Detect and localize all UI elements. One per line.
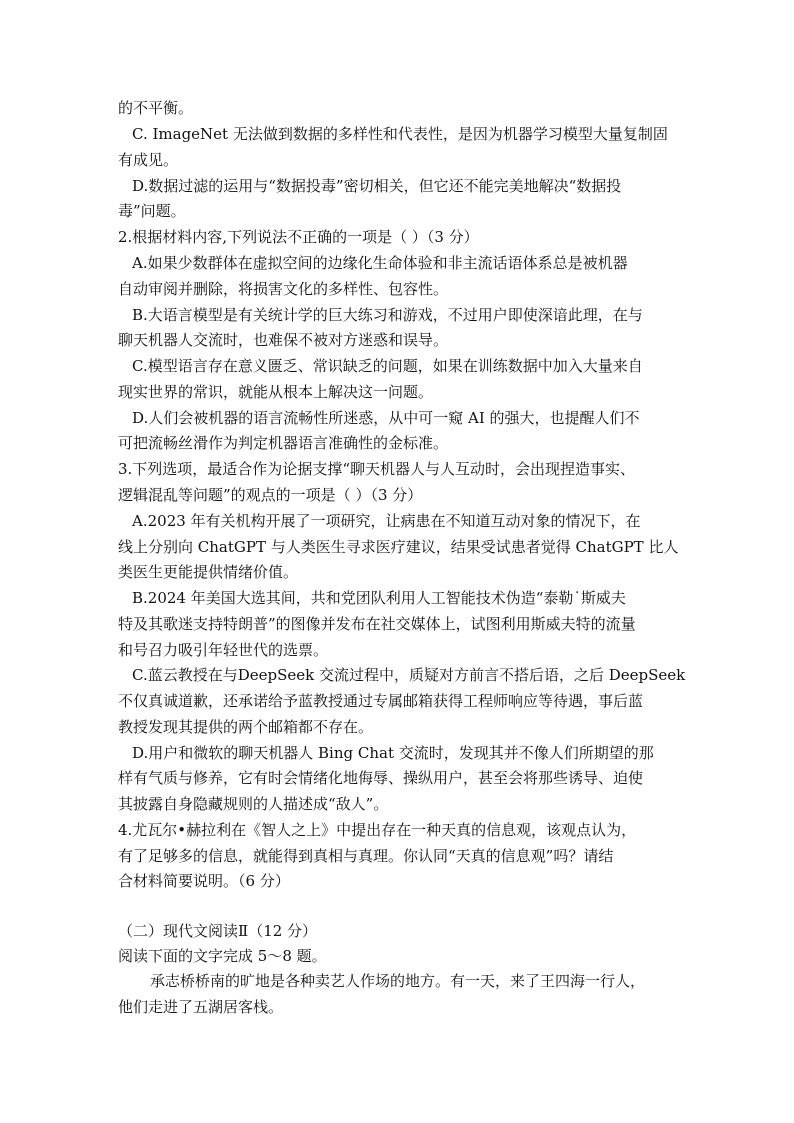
text-line: 教授发现其提供的两个邮箱都不存在。 (118, 718, 374, 736)
text-line: 现实世界的常识，就能从根本上解决这一问题。 (118, 383, 434, 401)
question-2: 2.根据材料内容,下列说法不正确的一项是（ ）（3 分） (118, 228, 479, 246)
text-line: 样有气质与修养，它有时会情绪化地侮辱、操纵用户，甚至会将那些诱导、迫使 (118, 769, 644, 787)
text-line: 其披露自身隐藏规则的人描述成“敌人”。 (118, 795, 389, 813)
option-c-line: C. ImageNet 无法做到数据的多样性和代表性，是因为机器学习模型大量复制固 (132, 125, 668, 143)
text-line: 可把流畅丝滑作为判定机器语言准确性的金标准。 (118, 434, 449, 452)
text-line: 逻辑混乱等问题”的观点的一项是（ ）（3 分） (118, 486, 423, 504)
option-c-line: C.模型语言存在意义匮乏、常识缺乏的问题，如果在训练数据中加入大量来自 (132, 357, 643, 375)
passage-paragraph: 承志桥桥南的旷地是各种卖艺人作场的地方。有一天，来了王四海一行人， (150, 972, 646, 990)
section-heading: （二）现代文阅读Ⅱ（12 分） (118, 922, 318, 940)
text-line: 毒”问题。 (118, 202, 186, 220)
reading-instruction: 阅读下面的文字完成 5～8 题。 (118, 947, 327, 965)
text-line: 他们走进了五湖居客栈。 (118, 998, 284, 1016)
question-3: 3.下列选项，最适合作为论据支撑“聊天机器人与人互动时，会出现捏造事实、 (118, 460, 635, 478)
text-line: 聊天机器人交流时，也难保不被对方迷惑和误导。 (118, 331, 449, 349)
text-line: 线上分别向 ChatGPT 与人类医生寻求医疗建议，结果受试患者觉得 ChatGPT 比人 (118, 538, 679, 556)
text-line: 有成见。 (118, 151, 179, 169)
option-b-line: B.2024 年美国大选其间，共和党团队利用人工智能技术伪造“泰勒˙斯威夫 (132, 589, 626, 607)
text-line: 不仅真诚道歉，还承诺给予蓝教授通过专属邮箱获得工程师响应等待遇，事后蓝 (118, 692, 644, 710)
text-line: 自动审阅并删除，将损害文化的多样性、包容性。 (118, 280, 449, 298)
text-line: 的不平衡。 (118, 99, 194, 117)
text-line: 类医生更能提供情绪价值。 (118, 563, 299, 581)
question-4: 4.尤瓦尔•赫拉利在《智人之上》中提出存在一种天真的信息观，该观点认为， (118, 821, 637, 839)
option-d-line: D.人们会被机器的语言流畅性所迷惑，从中可一窥 AI 的强大，也提醒人们不 (132, 409, 640, 427)
option-a-line: A.如果少数群体在虚拟空间的边缘化生命体验和非主流话语体系总是被机器 (132, 254, 628, 272)
option-c-line: C.蓝云教授在与DeepSeek 交流过程中，质疑对方前言不搭后语，之后 DeepSeek (132, 666, 686, 684)
text-line: 有了足够多的信息，就能得到真相与真理。你认同“天真的信息观”吗？请结 (118, 847, 614, 865)
option-d-line: D.数据过滤的运用与“数据投毒”密切相关，但它还不能完美地解决“数据投 (132, 177, 622, 195)
option-d-line: D.用户和微软的聊天机器人 Bing Chat 交流时，发现其并不像人们所期望的那 (132, 744, 654, 762)
option-a-line: A.2023 年有关机构开展了一项研究，让病患在不知道互动对象的情况下，在 (132, 512, 641, 530)
option-b-line: B.大语言模型是有关统计学的巨大练习和游戏，不过用户即使深谙此理，在与 (132, 306, 643, 324)
text-line: 和号召力吸引年轻世代的选票。 (118, 641, 329, 659)
text-line: 特及其歌迷支持特朗普”的图像并发布在社交媒体上，试图利用斯威夫特的流量 (118, 615, 636, 633)
text-line: 合材料简要说明。（6 分） (118, 872, 290, 890)
